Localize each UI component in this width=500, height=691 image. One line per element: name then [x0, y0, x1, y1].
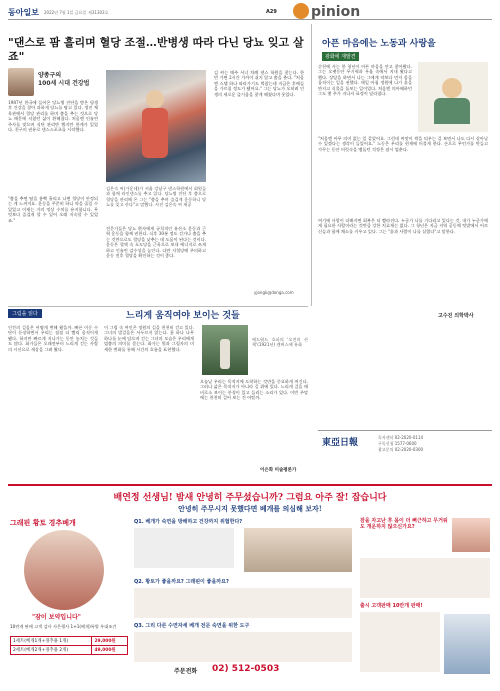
page-number: A29 — [266, 9, 277, 15]
ad-text-block — [360, 558, 490, 598]
sleeping-person-photo — [444, 614, 490, 674]
ad-q2: Q2. 황토가 좋을까요? 그래핀이 좋을까요? — [134, 579, 229, 585]
ad-tagline: "잠이 보약입니다" — [32, 614, 81, 621]
opinion-body-3: 여기에 사랑이 더해지면 회복은 더 빨라진다. 누군가 나를 기다리고 있다는 것, 내가 누군가에게 필요한 사람이라는 것만큼 강한 치료제는 없다. 그 청년은 지금 지역 공동체 텃밭에서 어르신들과 함께 채소를 키우고 있다. 그는 "흙과 사람이 나를 살렸다"고 말한다. — [318, 218, 488, 234]
ad-left-panel — [10, 518, 128, 682]
page-header — [8, 6, 492, 20]
author-email: yjongk@donga.com — [254, 290, 294, 295]
art-column — [8, 309, 308, 475]
section-divider — [8, 306, 308, 307]
ad-text-block — [360, 612, 440, 672]
woman-photo — [452, 518, 490, 552]
newspaper-logo: 동아일보 — [8, 8, 39, 17]
pillow-ad — [8, 484, 492, 684]
ad-phone: 02) 512-0503 — [212, 664, 280, 674]
ad2-caption: 출시 고객판매 10만개 판매! — [360, 603, 423, 609]
ad-product-name: 그래핀 황토 경추베개 — [10, 519, 76, 527]
art-body-2: 이 그림 속 여인은 정원의 길을 천천히 걷고 있다. 그녀의 발걸음은 서두르지 않는다. 꽃 하나 나무 하나를 눈에 담으며 걷는 그녀의 모습은 우리에게 멈춤의 의미를 묻는다. 화가는 빛과 그림자의 미세한 변화를 통해 시간의 흐름을 표현했다. — [104, 325, 194, 352]
art-body-3: 오늘날 우리는 목적지에 도착하는 것만을 중요하게 여긴다. 그러나 삶은 목적지가 아니라 길 위에 있다. 느리게 걸을 때 비로소 보이는 풍경이 있고 들리는 소리가 있다. 이번 주말에는 천천히 걸어 보는 건 어떨까. — [200, 379, 308, 401]
ad-phone-label: 주문전화 — [174, 668, 198, 675]
opinion-body-2: "처음엔 아무 의미 없는 일 같았어요. 그런데 씨앗이 싹을 틔우는 걸 보면서 나도 다시 살아날 수 있겠다는 생각이 들었어요." 노동은 우리를 현재에 머물게 한다. 손으로 무언가를 만들고 가꾸는 동안 머릿속을 맴돌던 걱정은 잠시 멈춘다. — [318, 136, 488, 152]
photo-caption: 김은숙 씨(가운데)가 서울 강남구 댄스학원에서 회원들과 함께 라인댄스를 추고 있다. 당뇨병 진단 후 춤으로 혈당을 관리해 온 그는 "춤을 추며 즐겁게 운동하니 당뇨를 잊고 산다"고 말했다. 사진 김은숙 씨 제공 — [106, 186, 206, 208]
dancer-figure — [146, 90, 164, 108]
masthead-line-2: 구독신청 1577-0600 — [378, 441, 417, 446]
ad-text-block — [134, 588, 352, 618]
opinion-body-1: 순천에 사는 한 청년이 아픈 마음을 안고 찾아왔다. 그는 오랫동안 무기력과 우울 속에서 지내 왔다고 했다. 상담을 하면서 나는 그에게 약보다 먼저 몸을 움직이는 일을 권했다. 매일 아침 정원에 나가 흙을 만지고 식물을 돌보는 일이었다. 처음엔 의아해하던 그도 몇 주가 지나자 표정이 달라졌다. — [318, 64, 412, 97]
person-illustration-icon — [442, 78, 462, 98]
price-value: 29,000원 — [92, 637, 128, 646]
ad-q1: Q1. 베개가 숙면을 방해하고 건강까지 위협한다? — [134, 519, 243, 525]
series-tag: 광화에 재발견 — [322, 52, 359, 61]
painting-caption: 에드워드 호퍼의 '오전의 산책'(1921년) 캔버스에 유화 — [252, 337, 308, 348]
price-label: 2세트(베개2개+경추용 2개) — [11, 646, 92, 655]
masthead-box — [318, 430, 492, 480]
health-body-2: "춤을 추면 땀을 흠뻑 흘리고 나면 혈당이 안정되는 게 느껴져요. 운동을 꾸준히 하니 약을 줄일 수 있었고 이제는 거의 정상 수치를 유지합니다. 무엇보다 즐겁게 할 수 있어 오래 지속할 수 있었죠." — [8, 196, 98, 223]
column-divider — [311, 24, 312, 306]
health-body-4: 김 씨는 매주 서너 차례 댄스 학원을 찾는다. 한 번 가면 2시간 가까이 쉬지 않고 춤을 춘다. "처음엔 스텝 하나 따라가기도 벅찼는데 지금은 후배들을 가르칠 정도가 됐어요." 그는 당뇨가 오히려 인생의 새로운 즐거움을 찾게 해줬다며 웃었다. — [214, 70, 304, 97]
ad-headline: 배연정 선생님! 밤새 안녕히 주무셨습니까? 그럼요 아주 잘! 잡습니다 — [113, 493, 387, 503]
opinion-title: pinion — [311, 4, 361, 20]
art-body-1: 인간의 걸음은 어떻게 변해 왔을까. 빠른 이동 수단이 등장하면서 우리는 점점 더 빨리 움직이게 됐다. 하지만 빠르게 지나가는 동안 놓치는 것들도 많다. 화가들은 오래전부터 느리게 걷는 사람의 시선으로 세상을 그려 왔다. — [8, 325, 98, 352]
health-body-1: 1987년 한국에 들어온 당뇨병 진단을 받은 평생 후 건강을 찾아 과하게 당뇨를 탐고 있다. 정진 체육관에서 혈당 관리를 하며 춤을 추는 것으로 당뇨 때문에 지쳤던 삶이 환해졌다. 처음엔 인슐린 주사를 맞으며 식단 관리만 했지만 한계가 있었다. 친구의 권유로 댄스스포츠를 시작했다. — [8, 100, 98, 133]
ad-text-block — [134, 632, 352, 662]
opinion-o-icon — [293, 3, 309, 19]
price-label: 1세트(베개1개+경추용 1개) — [11, 637, 92, 646]
price-row — [11, 646, 128, 655]
issue-date: 2022년 7월 1일 금요일 — [44, 10, 87, 15]
issue-number: 제31303호 — [88, 10, 109, 15]
author-name: 양종구의 — [38, 72, 62, 79]
opinion-author: 고수진 의학박사 — [438, 313, 474, 319]
art-tag: 그림을 읽다 — [8, 309, 42, 318]
ad-text-block — [134, 528, 234, 568]
art-headline: 느리게 움직여야 보이는 것들 — [126, 311, 240, 321]
ad-right-panel — [360, 518, 490, 682]
masthead-name: 東亞日報 — [322, 438, 359, 448]
ad2-headline: 잠을 자고난 후 몸이 더 뻐근하고 무거워도 개운하지 않으신가요? — [360, 518, 448, 530]
woman-figure — [220, 339, 230, 369]
health-body-3: 전문가들은 당뇨 환자에게 규칙적인 유산소 운동과 근력 운동을 함께 권한다. 식후 30분 정도 걷거나 춤을 추는 것만으로도 혈당을 낮추는 데 도움이 된다는 것이다. 운동은 혈액 속 포도당을 근육으로 보내 에너지로 쓰게 하고 인슐린 감수성을 높인다. 다만 저혈당에 주의하고 운동 전후 혈당을 확인하는 것이 좋다. — [106, 226, 206, 259]
masthead-line-3: 광고문의 02-2020-0300 — [378, 447, 424, 452]
ad-offer: 10만개 판매 고객 감사 사은행사 1+1(베개)특별 우대조건 — [10, 624, 117, 629]
ad-subheadline: 안녕히 주무시지 못했다면 베개를 의심해 보자! — [178, 504, 322, 513]
masthead-line-1: 독자센터 02-2020-0114 — [378, 435, 424, 440]
spokesperson-photo — [24, 530, 104, 610]
health-column — [8, 36, 304, 304]
opinion-headline: 아픈 마음에는 노동과 사랑을 — [322, 39, 436, 49]
health-headline: "댄스로 팜 흘리며 혈당 조절…반병생 따라 다닌 당뇨 잊고 살죠" — [8, 36, 304, 63]
art-author: 이은화 미술평론가 — [260, 468, 297, 473]
plant-illustration-icon — [434, 98, 470, 124]
dancer-figure-body — [142, 108, 168, 158]
price-table — [10, 636, 128, 655]
price-value: 49,000원 — [92, 646, 128, 655]
price-row — [11, 637, 128, 646]
series-title: 100세 시대 건강법 — [38, 80, 90, 87]
opinion-column — [318, 36, 492, 416]
pillow-photo — [244, 528, 352, 572]
painting-image — [202, 325, 248, 375]
author-photo — [8, 68, 34, 96]
ad-center-panel — [134, 518, 354, 682]
illustration — [418, 62, 488, 132]
dance-photo — [106, 70, 206, 182]
ad-q3: Q3. 그리 다른 수면자세 베개 전문 숙면을 위한 도구 — [134, 623, 250, 629]
